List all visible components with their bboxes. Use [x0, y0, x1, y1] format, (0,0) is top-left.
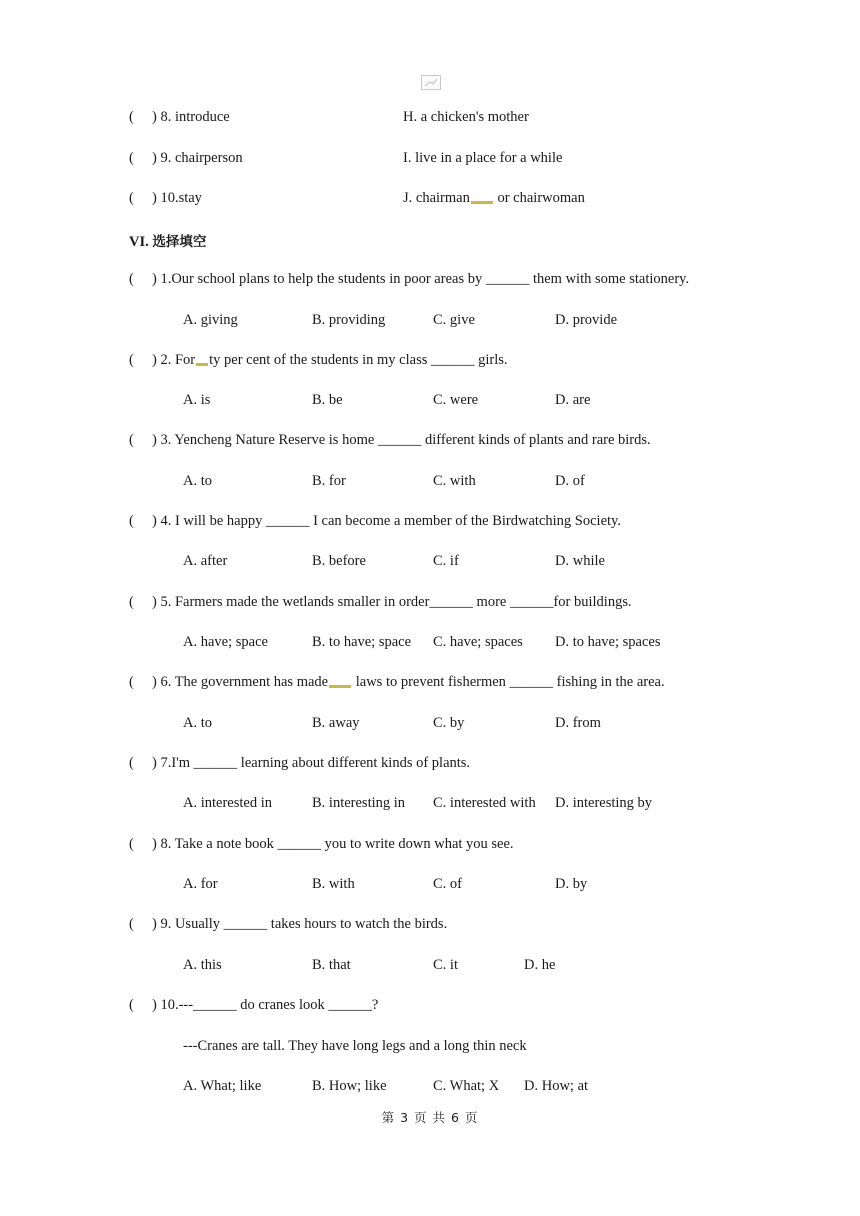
- matching-term: ) 10.stay: [152, 190, 202, 206]
- matching-definition: I. live in a place for a while: [403, 150, 563, 166]
- question-text-part: ) 2. For: [152, 352, 196, 368]
- option-b: B. with: [312, 876, 355, 892]
- option-a: A. interested in: [183, 795, 272, 811]
- matching-term: ) 9. chairperson: [152, 150, 243, 166]
- option-d: D. interesting by: [555, 795, 653, 811]
- option-a: A. after: [183, 553, 228, 569]
- question-text: ) 10.---______ do cranes look ______?: [152, 997, 379, 1013]
- option-a: A. for: [183, 876, 218, 892]
- option-a: A. is: [183, 392, 211, 408]
- section-heading: [129, 230, 206, 251]
- matching-definition: H. a chicken's mother: [403, 109, 529, 125]
- question-text: ) 9. Usually ______ takes hours to watch the birds.: [152, 916, 448, 932]
- highlight-mark: [471, 201, 493, 204]
- option-d: D. How; at: [524, 1078, 589, 1094]
- matching-definition: [403, 189, 585, 207]
- answer-paren: (: [129, 513, 134, 529]
- option-a: A. this: [183, 957, 222, 973]
- question-text: ) 4. I will be happy ______ I can become a member of the Birdwatching Society.: [152, 513, 621, 529]
- answer-paren: (: [129, 997, 134, 1013]
- answer-paren: (: [129, 916, 134, 932]
- question-text: ) 1.Our school plans to help the students in poor areas by ______ them with some stationery.: [152, 271, 690, 287]
- option-a: A. to: [183, 715, 212, 731]
- option-a: A. have; space: [183, 634, 268, 650]
- option-c: C. What; X: [433, 1078, 500, 1094]
- option-a: A. to: [183, 473, 212, 489]
- option-d: D. while: [555, 553, 605, 569]
- question-text-part: laws to prevent fishermen ______ fishing in the area.: [355, 674, 665, 690]
- option-d: D. of: [555, 473, 585, 489]
- answer-paren: (: [129, 352, 134, 368]
- option-c: C. interested with: [433, 795, 536, 811]
- option-b: B. to have; space: [312, 634, 412, 650]
- answer-paren: (: [129, 109, 134, 125]
- question-text: [152, 351, 508, 369]
- option-b: B. before: [312, 553, 366, 569]
- option-c: C. it: [433, 957, 458, 973]
- option-b: B. away: [312, 715, 360, 731]
- answer-paren: (: [129, 755, 134, 771]
- section-number: VI.: [129, 234, 149, 250]
- question-text: ) 3. Yencheng Nature Reserve is home ______ different kinds of plants and rare birds.: [152, 432, 651, 448]
- option-b: B. be: [312, 392, 343, 408]
- answer-paren: (: [129, 190, 134, 206]
- answer-paren: (: [129, 271, 134, 287]
- option-d: D. by: [555, 876, 588, 892]
- highlight-mark: [329, 685, 351, 688]
- answer-paren: (: [129, 836, 134, 852]
- option-d: D. from: [555, 715, 601, 731]
- definition-part: or chairwoman: [497, 190, 585, 206]
- question-text: ) 8. Take a note book ______ you to write down what you see.: [152, 836, 514, 852]
- matching-term: ) 8. introduce: [152, 109, 230, 125]
- option-c: C. of: [433, 876, 462, 892]
- option-b: B. that: [312, 957, 351, 973]
- answer-paren: (: [129, 674, 134, 690]
- question-text: ) 7.I'm ______ learning about different kinds of plants.: [152, 755, 471, 771]
- option-b: B. interesting in: [312, 795, 406, 811]
- option-c: C. if: [433, 553, 459, 569]
- option-a: A. giving: [183, 312, 238, 328]
- option-d: D. he: [524, 957, 556, 973]
- option-c: C. were: [433, 392, 479, 408]
- question-text: ) 5. Farmers made the wetlands smaller in order______ more ______for buildings.: [152, 594, 632, 610]
- image-placeholder-icon: [421, 75, 441, 90]
- option-c: C. give: [433, 312, 475, 328]
- option-c: C. have; spaces: [433, 634, 523, 650]
- option-d: D. to have; spaces: [555, 634, 661, 650]
- option-c: C. with: [433, 473, 476, 489]
- question-text-part: ) 6. The government has made: [152, 674, 329, 690]
- answer-paren: (: [129, 150, 134, 166]
- option-b: B. for: [312, 473, 346, 489]
- option-a: A. What; like: [183, 1078, 262, 1094]
- section-title: 选择填空: [152, 234, 207, 250]
- option-c: C. by: [433, 715, 465, 731]
- page-footer: 第 3 页 共 6 页: [381, 1110, 479, 1125]
- option-d: D. are: [555, 392, 591, 408]
- highlight-mark: [196, 363, 208, 366]
- option-b: B. providing: [312, 312, 386, 328]
- question-text: [152, 673, 665, 691]
- question-text-part: ty per cent of the students in my class ______ girls.: [209, 352, 508, 368]
- option-b: B. How; like: [312, 1078, 387, 1094]
- answer-paren: (: [129, 594, 134, 610]
- answer-context-line: ---Cranes are tall. They have long legs and a long thin neck: [183, 1038, 527, 1054]
- answer-paren: (: [129, 432, 134, 448]
- option-d: D. provide: [555, 312, 618, 328]
- definition-part: J. chairman: [403, 190, 470, 206]
